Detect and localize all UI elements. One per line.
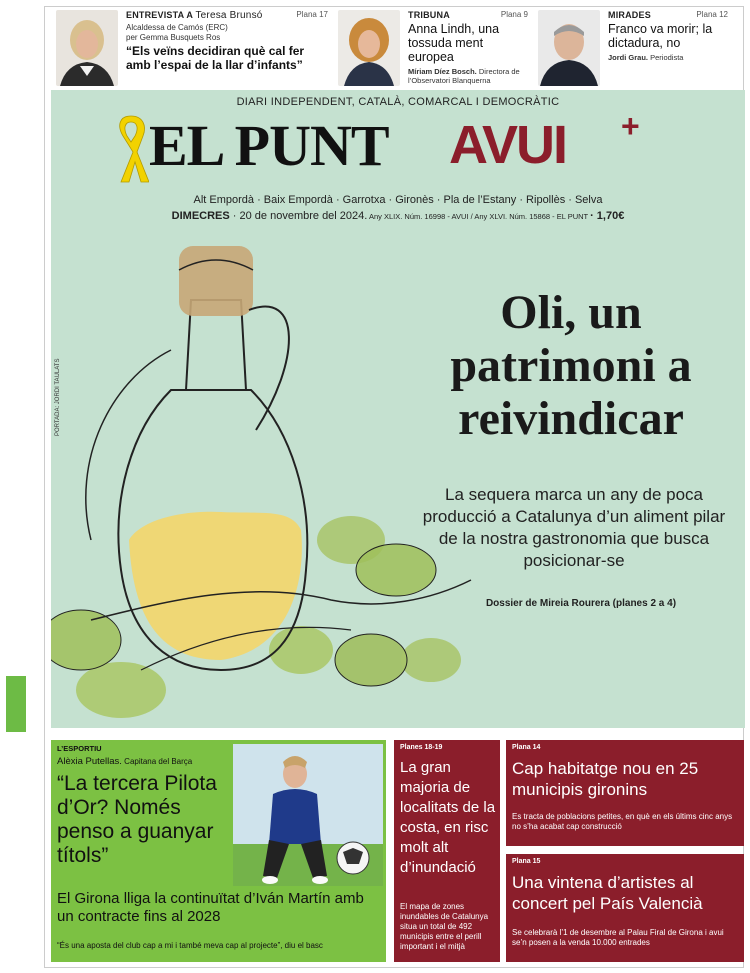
story-box-housing[interactable]: [506, 740, 744, 846]
sport-footnote: “És una aposta del club cap a mi i també meva cap al projecte”, diu el basc: [57, 941, 323, 950]
illustration-credit: PORTADA: JORDI TAULATS: [55, 358, 61, 436]
masthead-tagline: DIARI INDEPENDENT, CATALÀ, COMARCAL I DEMOCRÀTIC: [236, 96, 560, 108]
cover-block: [51, 90, 745, 728]
teaser-kicker: TRIBUNA: [408, 10, 450, 20]
story-body: Es tracta de poblacions petites, en què en els últims cinc anys no s’ha acabat cap construcció: [512, 812, 733, 831]
story-page-ref: Planes 18-19: [400, 744, 443, 751]
teaser-page-ref: Plana 17: [296, 10, 328, 19]
sport-subject: Alèxia Putellas. Capitana del Barça: [57, 756, 193, 767]
teaser-subtitle: Alcaldessa de Camós (ERC): [126, 23, 228, 32]
masthead[interactable]: [51, 108, 745, 182]
teaser-kicker: MIRADES: [608, 10, 651, 20]
sport-box[interactable]: [51, 740, 386, 962]
yellow-ribbon-icon: [113, 112, 149, 189]
masthead-elpunt: EL PUNT: [149, 113, 389, 178]
sport-section-label: L’ESPORTIU: [57, 744, 102, 753]
story-box-concert[interactable]: [506, 854, 744, 962]
cover-headline[interactable]: Oli, un patrimoni a reivindicar: [450, 286, 692, 445]
sport-second-headline: El Girona lliga la continuïtat d’Iván Martín amb un contracte fins al 2028: [57, 890, 364, 925]
cover-deck: La sequera marca un any de poca producció a Catalunya d’un aliment pilar de la nostra gastronomia que busca posicionar-se: [422, 485, 726, 570]
masthead-avui: AVUI: [449, 115, 567, 175]
teaser-headline: “Els veïns decidiran què cal fer amb l’espai de la llar d’infants”: [126, 44, 305, 72]
masthead-regions: Alt Empordà · Baix Empordà · Garrotxa · Gironès · Pla de l’Estany · Ripollès · Selva: [193, 194, 603, 206]
story-body: El mapa de zones inundables de Catalunya situa un total de 492 municipis entre el perill important i el mitjà: [400, 902, 489, 951]
story-page-ref: Plana 15: [512, 858, 541, 865]
side-tab-marker: [6, 676, 26, 732]
teaser-tribuna[interactable]: [338, 10, 528, 88]
teaser-byline: per Gemma Busquets Ros: [126, 33, 221, 42]
teaser-kicker: ENTREVISTA A Teresa Brunsó: [126, 10, 263, 21]
teaser-photo-tribuna: [338, 10, 400, 86]
story-body: Se celebrarà l’1 de desembre al Palau Firal de Girona i avui se’n posen a la venda 10.000 entrades: [512, 928, 724, 947]
teaser-photo-interview: [56, 10, 118, 86]
story-headline: La gran majoria de localitats de la costa, en risc molt alt d’inundació: [400, 759, 496, 876]
teaser-headline: Franco va morir; la dictadura, no: [608, 22, 713, 50]
story-page-ref: Plana 14: [512, 744, 541, 751]
sport-photo: [233, 744, 383, 886]
cover-dossier-ref: Dossier de Mireia Rourera (planes 2 a 4): [485, 598, 677, 609]
teaser-photo-mirades: [538, 10, 600, 86]
teaser-page-ref: Plana 9: [500, 10, 528, 19]
story-headline: Cap habitatge nou en 25 municipis gironins: [512, 759, 699, 799]
teaser-mirades[interactable]: [538, 10, 728, 88]
story-box-flood[interactable]: [394, 740, 500, 962]
story-headline: Una vintena d’artistes al concert pel País Valencià: [512, 873, 703, 913]
teaser-interview[interactable]: [56, 10, 328, 88]
teaser-page-ref: Plana 12: [696, 10, 728, 19]
teaser-byline: Jordi Grau. Periodista: [608, 53, 684, 62]
masthead-plus: +: [621, 108, 640, 144]
masthead-dateline: DIMECRES · 20 de novembre del 2024. Any XLIX. Núm. 16998 - AVUI / Any XLVI. Núm. 15868 - EL PUNT · 1,70€: [171, 210, 625, 222]
sport-quote: “La tercera Pilota d’Or? Només penso a guanyar títols”: [57, 772, 217, 867]
teaser-byline: Míriam Díez Bosch. Directora de l’Observatori Blanquerna: [408, 67, 520, 85]
teaser-headline: Anna Lindh, una tossuda ment europea: [408, 22, 500, 64]
